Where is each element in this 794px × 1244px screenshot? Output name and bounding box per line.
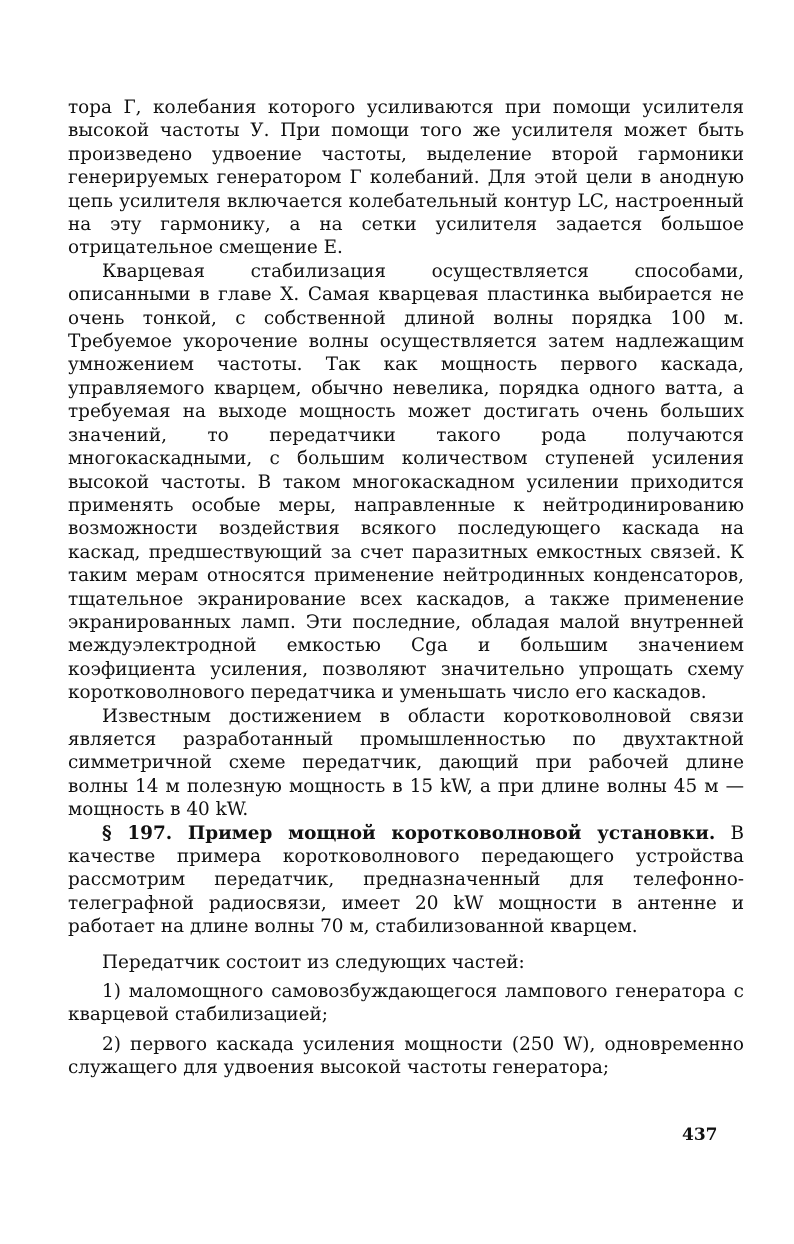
list-item-2: 2) первого каскада усиления мощности (250 W), одновременно служащего для удвоения высокой частоты генератора; [68, 1033, 744, 1079]
paragraph-2: Кварцевая стабилизация осуществляется способами, описанными в главе X. Самая кварцевая пластинка выбирается не очень тонкой, с собственной длиной волны порядка 100 м. Требуемое укорочение волны осуществляется затем надлежащим умножением частоты. Так как мощность первого каскада, управляемого кварцем, обычно невелика, порядка одного ватта, а требуемая на выходе мощность может достигать очень больших значений, то передатчики такого рода получаются многокаскадными, с большим количеством ступеней усиления высокой частоты. В таком многокаскадном усилении приходится применять особые меры, направленные к нейтродинированию возможности воздействия всякого последующего каскада на каскад, предшествующий за счет паразитных емкостных связей. К таким мерам относятся применение нейтродинных конденсаторов, тщательное экранирование всех каскадов, а также применение экранированных ламп. Эти последние, обладая малой внутренней междуэлектродной емкостью Cga и большим значением коэфициента усиления, позволяют значительно упрощать схему коротковолнового передатчика и уменьшать число его каскадов. [68, 260, 744, 704]
section-197 [68, 822, 744, 939]
section-body: В качестве примера коротковолнового передающего устройства рассмотрим передатчик, предназначенный для телефонно-телеграфной радиосвязи, имеет 20 kW мощности в антенне и работает на длине волны 70 м, стабилизованной кварцем. [68, 822, 744, 938]
section-heading: § 197. Пример мощной коротковолновой установки. [102, 822, 716, 844]
paragraph-3: Известным достижением в области коротковолновой связи является разработанный промышленностью по двухтактной симметричной схеме передатчик, дающий при рабочей длине волны 14 м полезную мощность в 15 kW, а при длине волны 45 м — мощность в 40 kW. [68, 705, 744, 821]
page-number: 437 [682, 1125, 718, 1145]
page-body [68, 96, 744, 1080]
paragraph-1: тора Г, колебания которого усиливаются при помощи усилителя высокой частоты У. При помощи того же усилителя может быть произведено удвоение частоты, выделение второй гармоники генерируемых генератором Г колебаний. Для этой цели в анодную цепь усилителя включается колебательный контур LC, настроенный на эту гармонику, а на сетки усилителя задается большое отрицательное смещение E. [68, 97, 744, 259]
list-item-1: 1) маломощного самовозбуждающегося лампового генератора с кварцевой стабилизацией; [68, 981, 744, 1026]
paragraph-parts-intro: Передатчик состоит из следующих частей: [102, 951, 525, 973]
